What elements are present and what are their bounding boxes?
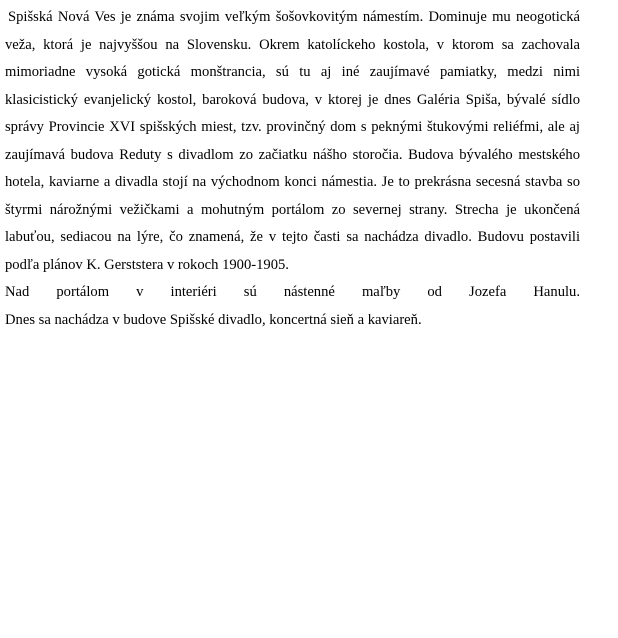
document-body: [5, 4, 580, 334]
paragraph-interior-line-2: Dnes sa nachádza v budove Spišské divadlo, koncertná sieň a kaviareň.: [5, 311, 422, 328]
paragraph-history: Spišská Nová Ves je známa svojim veľkým šošovkovitým námestím. Dominuje mu neogotická veža, ktorá je najvyššou na Slovensku. Okrem katolíckeho kostola, v ktorom sa zachovala mimoriadne vysoká gotická monštrancia, sú tu aj iné zaujímavé pamiatky, medzi nimi klasicistický evanjelický kostol, baroková budova, v ktorej je dnes Galéria Spiša, bývalé sídlo správy Provincie XVI spišských miest, tzv. provinčný dom s peknými štukovými reliéfmi, ale aj zaujímavá budova Reduty s divadlom zo začiatku nášho storočia. Budova bývalého mestského hotela, kaviarne a divadla stojí na východnom konci námestia. Je to prekrásna secesná stavba so štyrmi nárožnými vežičkami a mohutným portálom zo severnej strany. Strecha je ukončená labuťou, sediacou na lýre, čo znamená, že v tejto časti sa nachádza divadlo. Budovu postavili podľa plánov K. Gerststera v rokoch 1900-1905.: [5, 9, 580, 273]
paragraph-interior-line-1: Nad portálom v interiéri sú nástenné maľby od Jozefa Hanulu.: [5, 284, 580, 300]
